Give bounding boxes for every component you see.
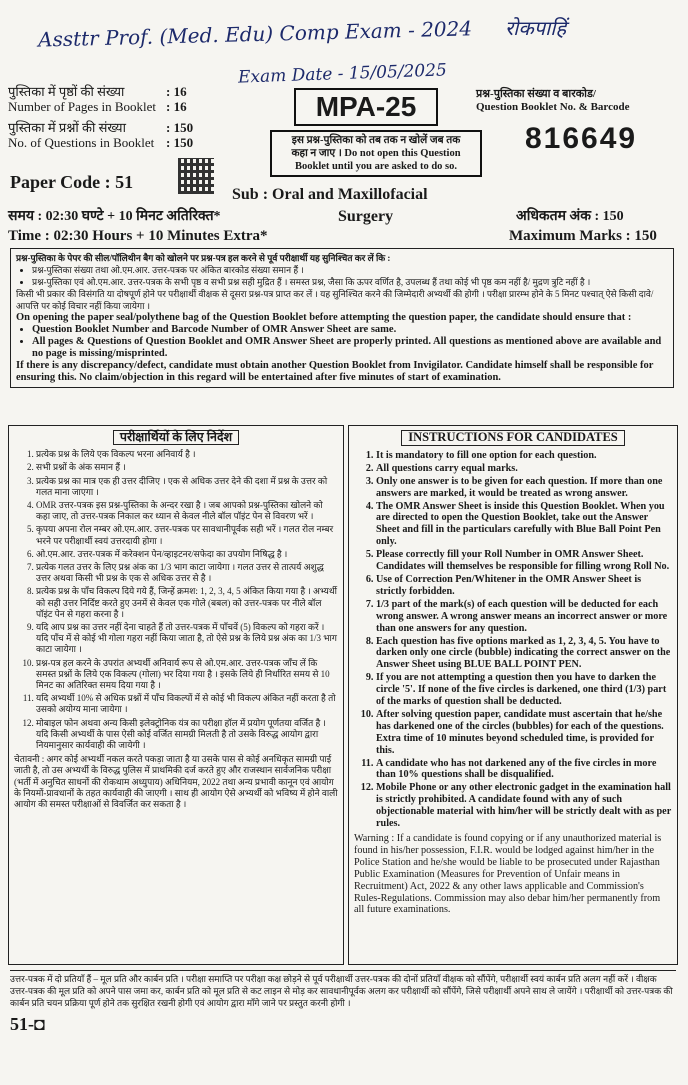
english-instruction-3: 3. Only one answer is to be given for each question. If more than one answers are marked, it would be treated as wrong answer. bbox=[376, 476, 672, 500]
hindi-instruction-11: 11. यदि अभ्यर्थी 10% से अधिक प्रश्नों में पाँच विकल्पों में से कोई भी विकल्प अंकित नहीं करता है तो उसको अयोग्य माना जायेगा । bbox=[36, 693, 338, 715]
notice-en-point-1: • Question Booklet Number and Barcode Number of OMR Answer Sheet are same. bbox=[32, 324, 668, 336]
english-instruction-10: 10. After solving question paper, candidate must ascertain that he/she has darkened one of the circles (bubbles) for each of the questions. Extra time of 10 minutes beyond scheduled time, is provided for this. bbox=[376, 709, 672, 757]
hindi-instruction-9: 9. यदि आप प्रश्न का उत्तर नहीं देना चाहते हैं तो उत्तर-पत्रक में पाँचवें (5) विकल्प को गहरा करें । यदि पाँच में से कोई भी गोला गहरा नहीं किया जाता है, तो ऐसे प्रश्न के लिये प्रश्न अंक का 1/3 भाग काटा जायेगा । bbox=[36, 622, 338, 656]
hindi-instruction-7: 7. प्रत्येक गलत उत्तर के लिए प्रश्न अंक का 1/3 भाग काटा जायेगा । गलत उत्तर से तात्पर्य अशुद्ध उत्तर अथवा किसी भी प्रश्न के एक से अधिक उत्तर से है । bbox=[36, 562, 338, 584]
notice-en-point-2: • All pages & Questions of Question Booklet and OMR Answer Sheet are properly printed. All questions as mentioned above are available and no page is missing/misprinted. bbox=[32, 336, 668, 360]
time-en: Time : 02:30 Hours + 10 Minutes Extra* bbox=[8, 228, 268, 244]
hindi-instructions bbox=[8, 425, 344, 965]
seal-opening-notice bbox=[10, 248, 674, 388]
booklet-meta bbox=[8, 84, 193, 150]
english-instruction-6: 6. Use of Correction Pen/Whitener in the OMR Answer Sheet is strictly forbidden. bbox=[376, 574, 672, 598]
pages-label-en: Number of Pages in Booklet bbox=[8, 99, 157, 114]
hindi-instruction-2: 2. सभी प्रश्नों के अंक समान हैं । bbox=[36, 462, 338, 473]
pages-label-hi: पुस्तिका में पृष्ठों की संख्या bbox=[8, 84, 125, 99]
hindi-instruction-3: 3. प्रत्येक प्रश्न का मात्र एक ही उत्तर दीजिए । एक से अधिक उत्तर देने की दशा में प्रश्न के उत्तर को गलत माना जाएगा । bbox=[36, 476, 338, 498]
english-instruction-8: 8. Each question has five options marked as 1, 2, 3, 4, 5. You have to darken only one circle (bubble) indicating the correct answer on the Answer Sheet using BLUE BALL POINT PEN. bbox=[376, 636, 672, 672]
hindi-instruction-6: 6. ओ.एम.आर. उत्तर-पत्रक में करेक्शन पेन/व्हाइटनर/सफेदा का उपयोग निषिद्ध है । bbox=[36, 549, 338, 560]
booklet-number-label bbox=[476, 88, 630, 114]
hindi-instruction-8: 8. प्रत्येक प्रश्न के पाँच विकल्प दिये गये हैं, जिन्हें क्रमश: 1, 2, 3, 4, 5 अंकित किया गया है । अभ्यर्थी को सही उत्तर निर्दिष्ट करते हुए उनमें से केवल एक गोले (बबल) को उत्तर-पत्रक पर नीले बॉल पॉइंट पेन से गहरा करना है । bbox=[36, 586, 338, 620]
notice-en-discrepancy: If there is any discrepancy/defect, candidate must obtain another Question Booklet from Invigilator. Candidate himself shall be responsible for ensuring this. No claim/objection in this regard will be entertained after five minutes of start of examination. bbox=[16, 360, 654, 383]
english-instruction-12: 12. Mobile Phone or any other electronic gadget in the examination hall is strictly prohibited. A candidate found with any of such objectionable material with him/her will be strictly dealt with as per rules. bbox=[376, 782, 672, 830]
do-not-open-line-2: कहा न जाए । Do not open this Question bbox=[291, 148, 461, 159]
max-marks-hi: अधिकतम अंक : 150 bbox=[516, 209, 624, 224]
questions-label-en: No. of Questions in Booklet bbox=[8, 135, 155, 150]
english-instructions-title: INSTRUCTIONS FOR CANDIDATES bbox=[401, 430, 625, 446]
do-not-open-line-3: Booklet until you are asked to do so. bbox=[295, 161, 457, 172]
english-instruction-1: 1. It is mandatory to fill one option for each question. bbox=[376, 450, 672, 462]
subject: Sub : Oral and Maxillofacial bbox=[232, 186, 428, 203]
handwritten-exam-title: Assttr Prof. (Med. Edu) Comp Exam - 2024 bbox=[37, 16, 473, 52]
time-hi: समय : 02:30 घण्टे + 10 मिनट अतिरिक्त* bbox=[8, 209, 221, 224]
english-instruction-2: 2. All questions carry equal marks. bbox=[376, 463, 672, 475]
notice-hi-point-2: • प्रश्न-पुस्तिका एवं ओ.एम.आर. उत्तर-पत्रक के सभी पृष्ठ व सभी प्रश्न सही मुद्रित हैं । समस्त प्रश्न, जैसा कि ऊपर वर्णित है, उपलब्ध हैं तथा कोई भी पृष्ठ कम नहीं है/ मुद्रण त्रुटि नहीं है । bbox=[32, 276, 668, 288]
pages-value-hi: : 16 bbox=[166, 84, 187, 99]
hindi-instruction-10: 10. प्रश्न-पत्र हल करने के उपरांत अभ्यर्थी अनिवार्य रूप से ओ.एम.आर. उत्तर-पत्रक जाँच लें कि समस्त प्रश्नों के लिये एक विकल्प (गोला) भर दिया गया है । इसके लिये ही निर्धारित समय से 10 मिनट का अतिरिक्त समय दिया गया है । bbox=[36, 658, 338, 692]
english-instruction-list bbox=[354, 450, 672, 830]
pages-value-en: : 16 bbox=[166, 99, 187, 114]
english-instruction-9: 9. If you are not attempting a question then you have to darken the circle '5'. If none of the five circles is darkened, one third (1/3) part of the marks of question shall be deducted. bbox=[376, 672, 672, 708]
notice-en-intro: On opening the paper seal/polythene bag of the Question Booklet before attempting the question paper, the candidate should ensure that : bbox=[16, 312, 632, 323]
hindi-instruction-4: 4. OMR उत्तर-पत्रक इस प्रश्न-पुस्तिका के अन्दर रखा है । जब आपको प्रश्न-पुस्तिका खोलने को कहा जाए, तो उत्तर-पत्रक निकाल कर ध्यान से केवल नीले बॉल पॉइंट पेन से विवरण भरें । bbox=[36, 500, 338, 522]
english-instruction-5: 5. Please correctly fill your Roll Number in OMR Answer Sheet. Candidates will themselves be responsible for filling wrong Roll No. bbox=[376, 549, 672, 573]
page-code bbox=[10, 1014, 45, 1035]
hindi-instruction-12: 12. मोबाइल फोन अथवा अन्य किसी इलेक्ट्रोनिक यंत्र का परीक्षा हॉल में प्रयोग पूर्णतया वर्जित है । यदि किसी अभ्यर्थी के पास ऐसी कोई वर्जित सामग्री मिलती है तो उसके विरुद्ध आयोग द्वारा नियमानुसार कार्यवाही की जायेगी । bbox=[36, 718, 338, 752]
notice-hi-point-1: • प्रश्न-पुस्तिका संख्या तथा ओ.एम.आर. उत्तर-पत्रक पर अंकित बारकोड संख्या समान हैं । bbox=[32, 264, 668, 276]
max-marks-en: Maximum Marks : 150 bbox=[509, 228, 657, 244]
notice-hi-discrepancy: किसी भी प्रकार की विसंगति या दोषपूर्ण होने पर परीक्षार्थी वीक्षक से दूसरा प्रश्न-पत्र प्राप्त कर लें । यह सुनिश्चित करने की जिम्मेदारी अभ्यर्थी की होगी । परीक्षा प्रारम्भ होने के 5 मिनट पश्चात् ऐसे किसी दावे/आपत्ति पर कोई विचार नहीं किया जायेगा । bbox=[16, 289, 654, 311]
booklet-number-label-en: Question Booklet No. & Barcode bbox=[476, 101, 630, 113]
hindi-instruction-1: 1. प्रत्येक प्रश्न के लिये एक विकल्प भरना अनिवार्य है । bbox=[36, 449, 338, 460]
booklet-number-label-hi: प्रश्न-पुस्तिका संख्या व बारकोड/ bbox=[476, 88, 596, 100]
paper-code: Paper Code : 51 bbox=[10, 172, 134, 192]
hindi-instructions-title: परीक्षार्थियों के लिए निर्देश bbox=[113, 430, 239, 445]
english-instruction-7: 7. 1/3 part of the mark(s) of each question will be deducted for each wrong answer. A wrong answer means an incorrect answer or more than one answers for any question. bbox=[376, 599, 672, 635]
qr-code-icon bbox=[178, 158, 214, 194]
do-not-open-notice bbox=[270, 130, 482, 177]
english-instruction-4: 4. The OMR Answer Sheet is inside this Question Booklet. When you are directed to open the Question Booklet, take out the Answer Sheet and fill in the particulars carefully with Blue Ball Point Pen only. bbox=[376, 501, 672, 549]
hindi-instruction-5: 5. कृपया अपना रोल नम्बर ओ.एम.आर. उत्तर-पत्रक पर सावधानीपूर्वक सही भरें । गलत रोल नम्बर भरने पर परीक्षार्थी स्वयं उत्तरदायी होगा । bbox=[36, 524, 338, 546]
handwritten-signature: रोकपाहिं bbox=[505, 16, 567, 40]
answer-sheet-copy-note: उत्तर-पत्रक में दो प्रतियाँ हैं – मूल प्रति और कार्बन प्रति । परीक्षा समाप्ति पर परीक्षा कक्ष छोड़ने से पूर्व परीक्षार्थी उत्तर-पत्रक की दोनों प्रतियाँ वीक्षक को सौंपेंगे, परीक्षार्थी स्वयं कार्बन प्रति अलग नहीं करें । वीक्षक उत्तर-पत्रक की मूल प्रति को अपने पास जमा कर, कार्बन प्रति को मूल प्रति से कट लाइन से मोड़ कर सावधानीपूर्वक अलग कर परीक्षार्थी को सौंपेंगे, जिसे परीक्षार्थी अपने साथ ले जायेंगे । परीक्षार्थी को उत्तर-पत्रक की कार्बन प्रति चयन प्रक्रिया पूर्ण होने तक सुरक्षित रखनी होगी एवं आयोग द्वारा माँगे जाने पर प्रस्तुत करनी होगी । bbox=[10, 970, 676, 1009]
questions-value-hi: : 150 bbox=[166, 120, 194, 135]
english-warning: Warning : If a candidate is found copying or if any unauthorized material is found in his/her possession, F.I.R. would be lodged against him/her in the Police Station and he/she would be liable to be prosecuted under Rajasthan Public Examination (Measures for Prevention of Unfair means in Recruitment) Act, 2022 & any other laws applicable and Commission's Rules-Regulations. Commission may also debar him/her permanently from all future examinations. bbox=[354, 833, 662, 916]
hindi-warning: चेतावनी : अगर कोई अभ्यर्थी नकल करते पकड़ा जाता है या उसके पास से कोई अनधिकृत सामग्री पाई जाती है, तो उस अभ्यर्थी के विरुद्ध पुलिस में प्राथमिकी दर्ज करते हुए और राजस्थान सार्वजनिक परीक्षा (भर्ती में अनुचित साधनों की रोकथाम अध्युपाय) अधिनियम, 2022 तथा अन्य प्रभावी कानून एवं आयोग के नियमों-प्रावधानों के तहत कार्यवाही की जाएगी । साथ ही आयोग ऐसे अभ्यर्थी को भविष्य में होने वाली आयोग की समस्त परीक्षाओं से विवर्जित कर सकता है । bbox=[14, 754, 338, 810]
questions-label-hi: पुस्तिका में प्रश्नों की संख्या bbox=[8, 120, 126, 135]
handwritten-exam-date: Exam Date - 15/05/2025 bbox=[237, 60, 448, 88]
hindi-instruction-list bbox=[14, 449, 338, 751]
english-instructions bbox=[348, 425, 678, 965]
booklet-number: 816649 bbox=[525, 122, 638, 155]
subject-continued: Surgery bbox=[338, 208, 394, 225]
page-code-mark: ◘ bbox=[34, 1014, 45, 1034]
page-code-text: 51- bbox=[10, 1014, 34, 1034]
questions-value-en: : 150 bbox=[166, 135, 194, 150]
do-not-open-line-1: इस प्रश्न-पुस्तिका को तब तक न खोलें जब तक bbox=[291, 135, 461, 146]
booklet-code: MPA-25 bbox=[294, 88, 438, 126]
notice-hi-intro: प्रश्न-पुस्तिका के पेपर की सील/पॉलिथीन बैग को खोलने पर प्रश्न-पत्र हल करने से पूर्व परीक्षार्थी यह सुनिश्चित कर लें कि : bbox=[16, 253, 391, 263]
english-instruction-11: 11. A candidate who has not darkened any of the five circles in more than 10% questions shall be disqualified. bbox=[376, 758, 672, 782]
